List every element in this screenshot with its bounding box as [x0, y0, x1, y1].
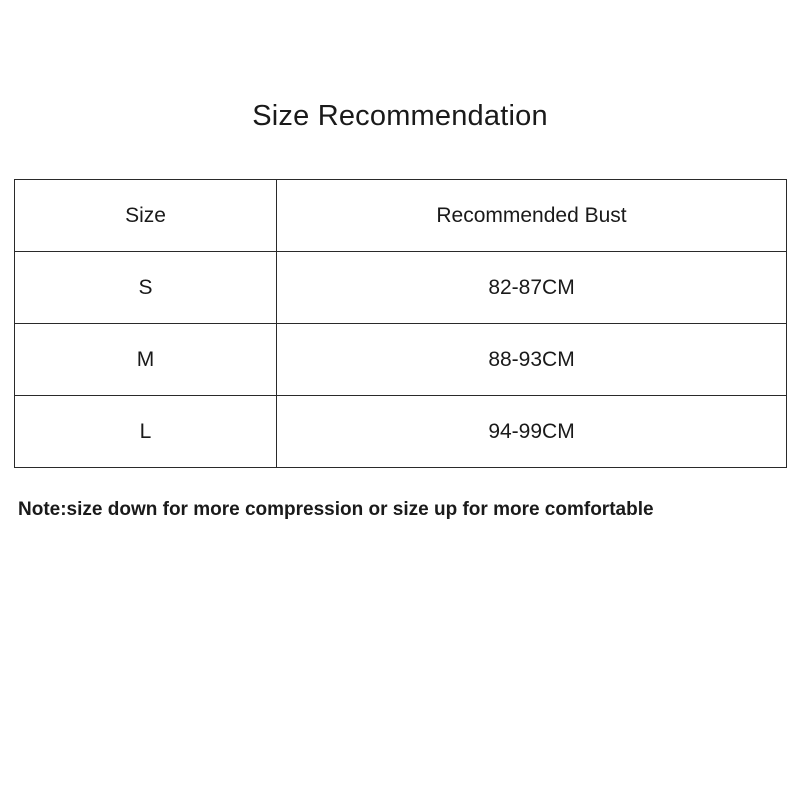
table-row	[15, 396, 787, 468]
table-row	[15, 252, 787, 324]
column-header-recommended-bust: Recommended Bust	[277, 180, 787, 252]
size-cell: M	[15, 324, 277, 396]
bust-cell: 88-93CM	[277, 324, 787, 396]
size-chart-table	[14, 179, 787, 468]
table-header-row	[15, 180, 787, 252]
column-header-size: Size	[15, 180, 277, 252]
page-title: Size Recommendation	[252, 100, 548, 132]
size-cell: S	[15, 252, 277, 324]
size-cell: L	[15, 396, 277, 468]
bust-cell: 82-87CM	[277, 252, 787, 324]
bust-cell: 94-99CM	[277, 396, 787, 468]
table-row	[15, 324, 787, 396]
size-note: Note:size down for more compression or size up for more comfortable	[18, 499, 654, 520]
